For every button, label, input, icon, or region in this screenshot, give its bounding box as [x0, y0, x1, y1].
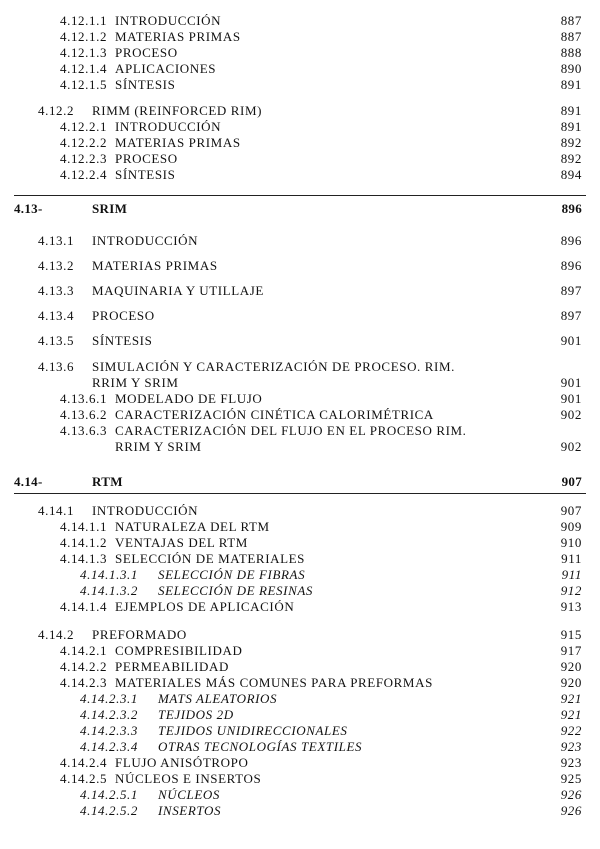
entry-number: 4.12.1.5 — [60, 77, 108, 92]
page-number: 891 — [560, 77, 582, 92]
entry-number: 4.13.6.1 — [60, 391, 108, 406]
page-number: 920 — [560, 675, 582, 690]
entry-title: TEJIDOS 2D — [158, 707, 234, 722]
entry-number: 4.14.2.1 — [60, 643, 108, 658]
page-number: 887 — [560, 13, 582, 28]
page-number: 907 — [560, 503, 582, 518]
entry-number: 4.12.2.3 — [60, 151, 108, 166]
entry-title: SRIM — [92, 201, 128, 216]
page-number: 913 — [560, 599, 582, 614]
page-number: 917 — [560, 643, 582, 658]
entry-number: 4.14.2.3.1 — [80, 691, 138, 706]
entry-number: 4.14.2.3.3 — [80, 723, 138, 738]
entry-title: INTRODUCCIÓN — [115, 13, 222, 28]
toc-entry — [0, 739, 600, 755]
entry-number: 4.12.1.1 — [60, 13, 108, 28]
toc-entry — [0, 151, 600, 167]
toc-entry — [0, 599, 600, 615]
entry-title: INTRODUCCIÓN — [115, 119, 222, 134]
toc-entry — [0, 519, 600, 535]
toc-entry — [0, 359, 600, 375]
page-number: 890 — [560, 61, 582, 76]
entry-title: SELECCIÓN DE RESINAS — [158, 583, 313, 598]
page-number: 926 — [560, 787, 582, 802]
page-number: 891 — [560, 103, 582, 118]
entry-title: VENTAJAS DEL RTM — [115, 535, 248, 550]
page-number: 891 — [560, 119, 582, 134]
page-number: 920 — [560, 659, 582, 674]
entry-title: RRIM Y SRIM — [92, 375, 179, 390]
toc-entry — [0, 551, 600, 567]
entry-title: NATURALEZA DEL RTM — [115, 519, 270, 534]
toc-entry — [0, 333, 600, 349]
entry-title: SIMULACIÓN Y CARACTERIZACIÓN DE PROCESO. RIM. — [92, 359, 455, 374]
toc-section-heading — [0, 201, 600, 217]
entry-number: 4.14.1.1 — [60, 519, 108, 534]
entry-number: 4.14.1.3 — [60, 551, 108, 566]
toc-entry — [0, 29, 600, 45]
entry-number: 4.12.1.4 — [60, 61, 108, 76]
entry-number: 4.12.2.1 — [60, 119, 108, 134]
toc-entry — [0, 535, 600, 551]
page-number: 911 — [561, 567, 582, 582]
entry-title: MATERIAS PRIMAS — [92, 258, 218, 273]
page-number: 888 — [560, 45, 582, 60]
page-number: 896 — [561, 201, 582, 216]
toc-entry — [0, 787, 600, 803]
entry-title: SÍNTESIS — [115, 77, 176, 92]
entry-number: 4.13.6.2 — [60, 407, 108, 422]
entry-title: INSERTOS — [158, 803, 222, 818]
toc-entry — [0, 61, 600, 77]
toc-entry — [0, 643, 600, 659]
toc-section-heading — [0, 474, 600, 490]
entry-title: CARACTERIZACIÓN CINÉTICA CALORIMÉTRICA — [115, 407, 434, 422]
toc-entry — [0, 723, 600, 739]
section-divider — [14, 195, 586, 196]
entry-title: PERMEABILIDAD — [115, 659, 229, 674]
entry-number: 4.14- — [14, 474, 43, 489]
entry-title: MATERIAS PRIMAS — [115, 135, 241, 150]
entry-number: 4.12.2 — [38, 103, 75, 118]
entry-number: 4.14.2.5.2 — [80, 803, 138, 818]
entry-title: PREFORMADO — [92, 627, 187, 642]
page-number: 921 — [560, 707, 582, 722]
toc-entry — [0, 407, 600, 423]
entry-title: MODELADO DE FLUJO — [115, 391, 263, 406]
page-number: 901 — [560, 375, 582, 390]
entry-title: INTRODUCCIÓN — [92, 503, 199, 518]
page-number: 892 — [560, 151, 582, 166]
toc-entry — [0, 13, 600, 29]
entry-title: RIMM (REINFORCED RIM) — [92, 103, 263, 118]
entry-number: 4.13.3 — [38, 283, 75, 298]
toc-entry — [0, 423, 600, 439]
page-number: 921 — [560, 691, 582, 706]
toc-entry — [0, 77, 600, 93]
toc-entry — [0, 707, 600, 723]
page-number: 896 — [560, 258, 582, 273]
entry-title: NÚCLEOS — [158, 787, 220, 802]
page-number: 897 — [560, 308, 582, 323]
toc-entry — [0, 659, 600, 675]
entry-title: RRIM Y SRIM — [115, 439, 202, 454]
entry-title: CARACTERIZACIÓN DEL FLUJO EN EL PROCESO RIM. — [115, 423, 467, 438]
page-number: 912 — [560, 583, 582, 598]
entry-title: COMPRESIBILIDAD — [115, 643, 243, 658]
toc-entry — [0, 375, 600, 391]
toc-entry — [0, 167, 600, 183]
entry-number: 4.13.5 — [38, 333, 75, 348]
entry-number: 4.14.1 — [38, 503, 75, 518]
page-number: 894 — [560, 167, 582, 182]
entry-title: EJEMPLOS DE APLICACIÓN — [115, 599, 295, 614]
page-number: 925 — [560, 771, 582, 786]
entry-number: 4.12.2.4 — [60, 167, 108, 182]
entry-number: 4.14.2.3 — [60, 675, 108, 690]
entry-number: 4.13.1 — [38, 233, 75, 248]
entry-title: NÚCLEOS E INSERTOS — [115, 771, 262, 786]
entry-title: SÍNTESIS — [115, 167, 176, 182]
page-number: 897 — [560, 283, 582, 298]
toc-entry — [0, 135, 600, 151]
toc-entry — [0, 258, 600, 274]
entry-title: MATERIAS PRIMAS — [115, 29, 241, 44]
entry-number: 4.14.2.5 — [60, 771, 108, 786]
entry-title: FLUJO ANISÓTROPO — [115, 755, 249, 770]
section-divider — [14, 493, 586, 494]
entry-number: 4.14.1.4 — [60, 599, 108, 614]
page-number: 901 — [560, 391, 582, 406]
entry-title: APLICACIONES — [115, 61, 217, 76]
entry-number: 4.14.2.5.1 — [80, 787, 138, 802]
toc-entry — [0, 755, 600, 771]
entry-number: 4.14.1.3.2 — [80, 583, 138, 598]
page-number: 915 — [560, 627, 582, 642]
entry-number: 4.13.2 — [38, 258, 75, 273]
entry-number: 4.14.2.3.2 — [80, 707, 138, 722]
toc-entry — [0, 103, 600, 119]
toc-entry — [0, 675, 600, 691]
entry-title: MAQUINARIA Y UTILLAJE — [92, 283, 264, 298]
entry-number: 4.12.1.3 — [60, 45, 108, 60]
toc-entry — [0, 119, 600, 135]
toc-entry — [0, 583, 600, 599]
page-number: 922 — [560, 723, 582, 738]
page-number: 909 — [560, 519, 582, 534]
entry-number: 4.14.1.2 — [60, 535, 108, 550]
toc-entry — [0, 233, 600, 249]
entry-title: PROCESO — [115, 151, 178, 166]
toc-entry — [0, 803, 600, 819]
page-number: 910 — [560, 535, 582, 550]
toc-entry — [0, 308, 600, 324]
toc-entry — [0, 439, 600, 455]
toc-entry — [0, 771, 600, 787]
entry-number: 4.14.1.3.1 — [80, 567, 138, 582]
page-number: 926 — [560, 803, 582, 818]
entry-title: MATERIALES MÁS COMUNES PARA PREFORMAS — [115, 675, 433, 690]
toc-entry — [0, 691, 600, 707]
entry-number: 4.12.2.2 — [60, 135, 108, 150]
page-number: 896 — [560, 233, 582, 248]
entry-number: 4.13- — [14, 201, 43, 216]
entry-title: RTM — [92, 474, 123, 489]
entry-title: PROCESO — [92, 308, 155, 323]
page-number: 907 — [561, 474, 582, 489]
page-number: 902 — [560, 439, 582, 454]
entry-number: 4.14.2.4 — [60, 755, 108, 770]
page-number: 902 — [560, 407, 582, 422]
page-number: 887 — [560, 29, 582, 44]
entry-number: 4.13.4 — [38, 308, 75, 323]
entry-number: 4.13.6.3 — [60, 423, 108, 438]
entry-title: SÍNTESIS — [92, 333, 153, 348]
entry-title: TEJIDOS UNIDIRECCIONALES — [158, 723, 348, 738]
entry-title: SELECCIÓN DE FIBRAS — [158, 567, 306, 582]
page-number: 923 — [560, 755, 582, 770]
toc-entry — [0, 45, 600, 61]
entry-number: 4.12.1.2 — [60, 29, 108, 44]
toc-entry — [0, 391, 600, 407]
entry-number: 4.14.2 — [38, 627, 75, 642]
page-number: 923 — [560, 739, 582, 754]
toc-entry — [0, 283, 600, 299]
entry-number: 4.13.6 — [38, 359, 75, 374]
page-number: 901 — [560, 333, 582, 348]
entry-title: SELECCIÓN DE MATERIALES — [115, 551, 306, 566]
entry-title: PROCESO — [115, 45, 178, 60]
entry-number: 4.14.2.3.4 — [80, 739, 138, 754]
entry-number: 4.14.2.2 — [60, 659, 108, 674]
page-number: 892 — [560, 135, 582, 150]
toc-entry — [0, 627, 600, 643]
toc-entry — [0, 503, 600, 519]
entry-title: MATS ALEATORIOS — [158, 691, 278, 706]
entry-title: INTRODUCCIÓN — [92, 233, 199, 248]
page-number: 911 — [561, 551, 582, 566]
toc-entry — [0, 567, 600, 583]
entry-title: OTRAS TECNOLOGÍAS TEXTILES — [158, 739, 363, 754]
